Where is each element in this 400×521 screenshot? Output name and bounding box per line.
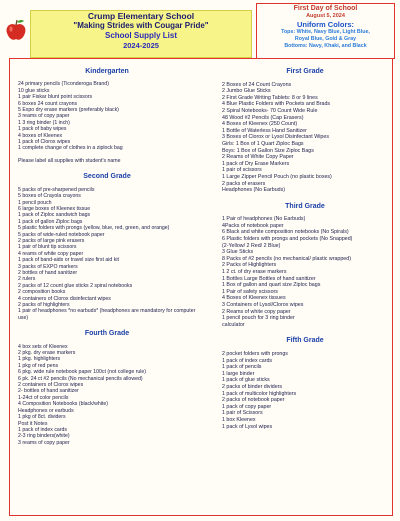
fourth-grade-heading: Fourth Grade: [84, 330, 130, 338]
fifth-grade-heading: Fifth Grade: [286, 337, 324, 345]
supply-item: 2 Boxes of 24 Count Crayons: [222, 81, 292, 88]
uniform-bottoms: Bottoms: Navy, Khaki, and Black: [284, 43, 367, 50]
supply-item: 4 boxes of Kleenex: [18, 132, 63, 139]
supply-item: 1 pair of scissors: [222, 167, 262, 174]
supply-item: 1 pack of pencils: [222, 364, 262, 371]
supply-item: 5 packs of wide-ruled notebook paper: [18, 231, 105, 238]
supply-item: 3 Glue Sticks: [222, 249, 254, 256]
supply-item: 2 Packs of Highlighters: [222, 262, 277, 269]
supply-item: 3 reams of copy paper: [18, 113, 70, 120]
supply-item: 1 large binder: [222, 370, 255, 377]
supply-item: 3 Boxes of Clorox or Lysol Disinfectant Wipes: [222, 134, 329, 141]
second-grade-heading: Second Grade: [83, 173, 131, 181]
supply-item: 2 rulers: [18, 276, 36, 283]
supply-item: 6 Plastic folders with prongs and pockets (No Snapped): [222, 236, 353, 243]
supply-item: 6 large boxes of Kleenex tissue: [18, 205, 91, 212]
supply-item: 1 pkg of 8ct. dividers: [18, 414, 66, 421]
supply-item: (2-Yellow/ 2 Red/ 2 Blue): [222, 242, 281, 249]
supply-item: 1 Box of gallon and quart size Ziploc bags: [222, 282, 321, 289]
supply-item: 1 Pair of headphones (No Earbuds): [222, 216, 306, 223]
first-day-info-box: [256, 3, 395, 59]
supply-item: 1 3 ring binder (1 inch): [18, 119, 70, 126]
supply-list-box: [9, 58, 393, 516]
supply-item: Girls: 1 Box of 1 Quart Ziploc Bags: [222, 140, 304, 147]
right-column: [222, 63, 388, 430]
supply-item: 4 Composition Notebooks (black/white): [18, 401, 108, 408]
supply-item: 2 Reams of White Copy Paper: [222, 154, 294, 161]
supply-item: 6 pk. 24 ct #2 pencils (No mechanical pencils allowed): [18, 375, 143, 382]
supply-item: calculator: [222, 321, 245, 328]
supply-item: 2 packs of erasers: [222, 180, 266, 187]
supply-item: 2 Reams of white copy paper: [222, 308, 291, 315]
supply-item: Please label all supplies with student's name: [18, 157, 121, 164]
supply-item: 1 pair of Scissors: [222, 410, 263, 417]
supply-item: 10 glue sticks: [18, 87, 50, 94]
list-title: School Supply List: [104, 31, 177, 40]
uniform-title: Uniform Colors:: [296, 20, 355, 29]
supply-item: 1 pair of headphones *no earbuds* (headphones are mandatory for computer use): [18, 308, 196, 321]
supply-item: 2 packs of highlighters: [18, 302, 70, 308]
supply-item: 2 packs of large pink erasers: [18, 237, 85, 244]
apple-icon: [4, 18, 28, 42]
school-header: [30, 10, 252, 58]
supply-item: 4 Blue Plastic Folders with Pockets and Brads: [222, 101, 331, 108]
supply-item: 1 pack of Lysol wipes: [222, 423, 273, 430]
kindergarten-heading: Kindergarten: [85, 68, 129, 75]
supply-item: 24 primary pencils (Ticonderoga Brand): [18, 81, 109, 88]
supply-item: 3 Containers of Lysol/Clorox wipes: [222, 302, 304, 308]
supply-item: 1 pack of band-aids or travel size first aid kit: [18, 257, 119, 264]
supply-item: 1 pack of multicolor highlighters: [222, 390, 297, 397]
supply-item: 1 pack of Dry Erase Markers: [222, 160, 290, 167]
supply-item: 1 pkg. highlighters: [18, 356, 61, 363]
school-year: 2024-2025: [123, 41, 159, 50]
supply-item: 1 pack of copy paper: [222, 403, 272, 410]
supply-item: 2 packs of binder dividers: [222, 383, 283, 390]
supply-item: 1 pair of blunt tip scissors: [18, 244, 77, 251]
supply-item: 2 Spiral Notebooks- 70 Count Wide Rule: [222, 107, 318, 114]
supply-item: 1 pack of Clorox wipes: [18, 139, 71, 146]
supply-item: Boys: 1 Box of Gallon Size Ziploc Bags: [222, 147, 314, 154]
supply-item: 1 pack of gallon Ziploc bags: [18, 218, 83, 225]
supply-item: 3 reams of copy paper: [18, 439, 70, 446]
supply-item: 4 Boxes of Kleenex tissues: [222, 295, 286, 302]
supply-item: 2 bottles of hand sanitizer: [18, 269, 78, 276]
uniform-tops-2: Royal Blue, Gold & Gray: [294, 36, 357, 43]
supply-item: 2 packs of notebook paper: [222, 397, 285, 404]
supply-item: 2 Jumbo Glue Sticks: [222, 88, 271, 95]
supply-item: 8 Packs of #2 pencils (no mechanical/ plastic wrapped): [222, 255, 351, 262]
supply-item: Headphones or earbuds: [18, 407, 74, 414]
supply-item: 1 complete change of clothes in a ziplock bag: [18, 145, 123, 152]
supply-item: 48 Wood #2 Pencils (Cap Erasers): [222, 114, 304, 121]
supply-item: 4 Boxes of Kleenex (250 Count): [222, 121, 298, 128]
supply-item: 4 reams of white copy paper: [18, 250, 84, 257]
third-grade-heading: Third Grade: [285, 202, 325, 210]
supply-item: 2 packs of 12 count glue sticks 2 spiral notebooks: [18, 282, 133, 289]
supply-item: 1 Bottle of Waterless Hand Sanitizer: [222, 127, 307, 134]
supply-item: 1 Pair of safety scissors: [222, 288, 278, 295]
supply-item: 6 pkg. wide rule notebook paper 100ct (not college rule): [18, 369, 147, 376]
supply-item: 1 pack of index cards: [18, 426, 68, 433]
supply-item: 2 First Grade Writing Tablets: 8 or 9 lines: [222, 94, 318, 101]
supply-item: 1 pack of index cards: [222, 357, 273, 364]
supply-item: 3 packs of EXPO markers: [18, 263, 78, 270]
school-motto: "Making Strides with Cougar Pride": [73, 21, 209, 30]
supply-item: 5 packs of pre-sharpened pencils: [18, 186, 95, 193]
supply-item: 2 containers of Clorox wipes: [18, 382, 84, 389]
supply-item: 4 box sets of Kleenex: [18, 343, 68, 350]
supply-item: 5 plastic folders with prongs (yellow, blue, red, green, and orange): [18, 225, 170, 232]
supply-item: 2- bottles of hand sanitizer: [18, 388, 79, 395]
school-name: Crump Elementary School: [87, 11, 195, 21]
first-day-title: First Day of School: [293, 5, 358, 12]
supply-item: 5 Expo dry erase markers (preferably black): [18, 107, 119, 114]
supply-item: 2-3 ring binders(white): [18, 433, 70, 440]
supply-item: 2 pocket folders with prongs: [222, 350, 288, 357]
supply-item: 5 boxes of Crayola crayons: [18, 193, 81, 200]
supply-item: 1 pencil pouch: [18, 199, 52, 206]
supply-item: 2 composition books: [18, 289, 66, 296]
supply-item: 6 Black and white composition notebooks (No Spirals): [222, 229, 349, 236]
supply-item: 1 pair Fiskar blunt point scissors: [18, 94, 93, 101]
first-grade-heading: First Grade: [286, 68, 324, 75]
supply-item: 1 Large Zipper Pencil Pouch (no plastic boxes): [222, 173, 332, 180]
supply-item: 2 pkg. dry erase markers: [18, 350, 76, 357]
left-column: [18, 63, 196, 446]
first-day-date: August 5, 2024: [306, 13, 345, 19]
supply-item: 6 boxes 24 count crayons: [18, 100, 78, 107]
supply-item: 4 containers of Clorox disinfectant wipes: [18, 295, 111, 302]
supply-item: Headphones (No Earbuds): [222, 187, 286, 194]
uniform-tops: Tops: White, Navy Blue, Light Blue,: [281, 29, 370, 35]
supply-item: 1 pack of Ziploc sandwich bags: [18, 212, 91, 219]
supply-item: 1 pack of baby wipes: [18, 126, 67, 133]
supply-item: 1-24ct of color pencils: [18, 394, 69, 401]
supply-item: 1 pack of glue sticks: [222, 377, 270, 384]
supply-item: 1 pencil pouch for 3 ring binder: [222, 315, 295, 322]
supply-item: Post it Notes: [18, 420, 48, 427]
supply-item: 1 2 ct. of dry erase markers: [222, 269, 287, 276]
supply-item: 1 Bottles Large Bottles of hand sanitizer: [222, 275, 316, 282]
supply-item: 1 pkg of red pens: [18, 362, 59, 369]
supply-item: 4Packs of notebook paper: [222, 222, 284, 229]
supply-item: 1 box Kleenex: [222, 416, 256, 423]
